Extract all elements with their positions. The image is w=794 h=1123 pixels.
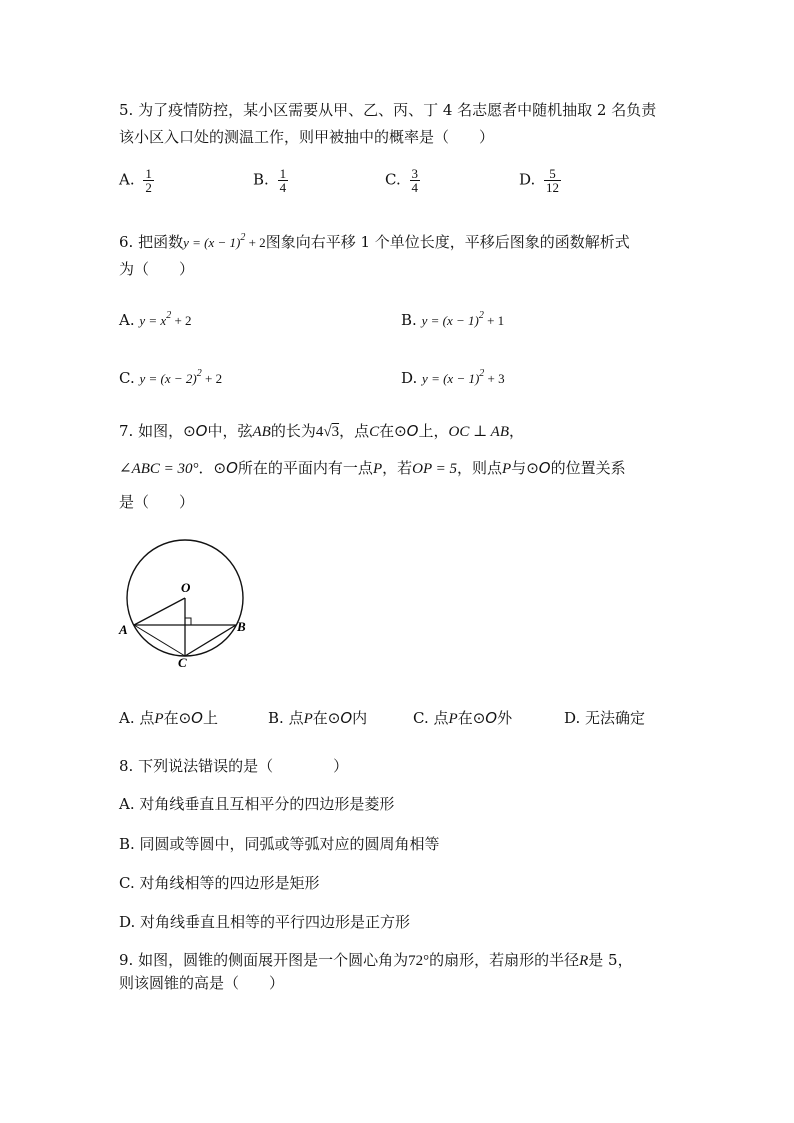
q9-stem-line2: 则该圆锥的高是（ ） [119, 974, 285, 992]
fraction: $\frac{1}{2}$ [145, 166, 152, 195]
q6-option-a[interactable]: A. $y = x^2 + 2$ [119, 310, 192, 329]
q8-stem: 8. 下列说法错误的是（ ） [119, 757, 349, 775]
q5-stem-line1: 5. 为了疫情防控，某小区需要从甲、乙、丙、丁 4 名志愿者中随机抽取 2 名负责 [119, 101, 657, 119]
segment-cb [185, 625, 236, 656]
q5-option-b[interactable]: B. $\frac{1}{4}$ [253, 166, 287, 195]
q5-stem-line2: 该小区入口处的测温工作，则甲被抽中的概率是（ ） [119, 128, 495, 146]
q5-option-d[interactable]: D. $\frac{5}{12}$ [519, 166, 560, 195]
q6-function: $y = (x - 1)^2 + 2$ [183, 232, 266, 250]
q8-option-a[interactable]: A. 对角线垂直且互相平分的四边形是菱形 [119, 795, 395, 813]
q7-circle-figure [115, 535, 255, 675]
fraction: $\frac{5}{12}$ [546, 166, 560, 195]
q8-option-b[interactable]: B. 同圆或等圆中，同弧或等弧对应的圆周角相等 [119, 835, 440, 853]
segment-ac [134, 625, 185, 656]
q6-option-b[interactable]: B. $y = (x - 1)^2 + 1$ [401, 310, 505, 329]
q9-stem-line1: 9. 如图，圆锥的侧面展开图是一个圆心角为72°的扇形，若扇形的半径R是 5， [119, 951, 633, 969]
q7-option-b[interactable]: B. 点P在⊙O内 [268, 709, 368, 727]
q6-option-d[interactable]: D. $y = (x - 1)^2 + 3$ [401, 368, 505, 387]
segment-ao [134, 598, 185, 625]
q7-option-c[interactable]: C. 点P在⊙O外 [413, 709, 513, 727]
q6-stem-line2: 为（ ） [119, 260, 195, 278]
fraction: $\frac{1}{4}$ [279, 166, 287, 195]
q7-stem-line1: 7. 如图，⊙O中，弦AB的长为4√3，点C在⊙O上，OC ⊥ AB， [119, 422, 525, 440]
circle-o-symbol: ⊙O [178, 709, 203, 727]
circle-o-symbol: ⊙O [394, 422, 419, 440]
circle-o-symbol: ⊙O [472, 709, 498, 727]
label-c: C [178, 655, 187, 670]
label-o: O [181, 580, 191, 595]
q8-option-c[interactable]: C. 对角线相等的四边形是矩形 [119, 874, 320, 892]
circle-o-symbol: ⊙O [183, 422, 208, 440]
q5-option-a[interactable]: A. $\frac{1}{2}$ [119, 166, 152, 195]
q7-stem-line3: 是（ ） [119, 493, 195, 511]
q8-option-d[interactable]: D. 对角线垂直且相等的平行四边形是正方形 [119, 913, 411, 931]
q6-stem-line1: 6. 把函数$y = (x - 1)^2 + 2$图象向右平移 1 个单位长度，平移后图象的函数解析式 [119, 232, 630, 251]
q7-stem-line2: ∠ABC = 30°．⊙O所在的平面内有一点P，若OP = 5，则点P与⊙O的位置关系 [119, 459, 626, 477]
circle-o-symbol: ⊙O [327, 709, 353, 727]
q7-option-d[interactable]: D. 无法确定 [564, 709, 646, 727]
length-4-sqrt3: 4√3 [315, 424, 340, 440]
label-a: A [119, 622, 128, 637]
q6-option-c[interactable]: C. $y = (x - 2)^2 + 2$ [119, 368, 223, 387]
label-b: B [237, 619, 246, 634]
circle-o-symbol: ⊙O [213, 459, 238, 477]
right-angle-mark [185, 618, 191, 625]
q7-option-a[interactable]: A. 点P在⊙O上 [119, 709, 218, 727]
circle-o-symbol: ⊙O [526, 459, 551, 477]
q5-option-c[interactable]: C. $\frac{3}{4}$ [385, 166, 418, 195]
fraction: $\frac{3}{4}$ [411, 166, 418, 195]
